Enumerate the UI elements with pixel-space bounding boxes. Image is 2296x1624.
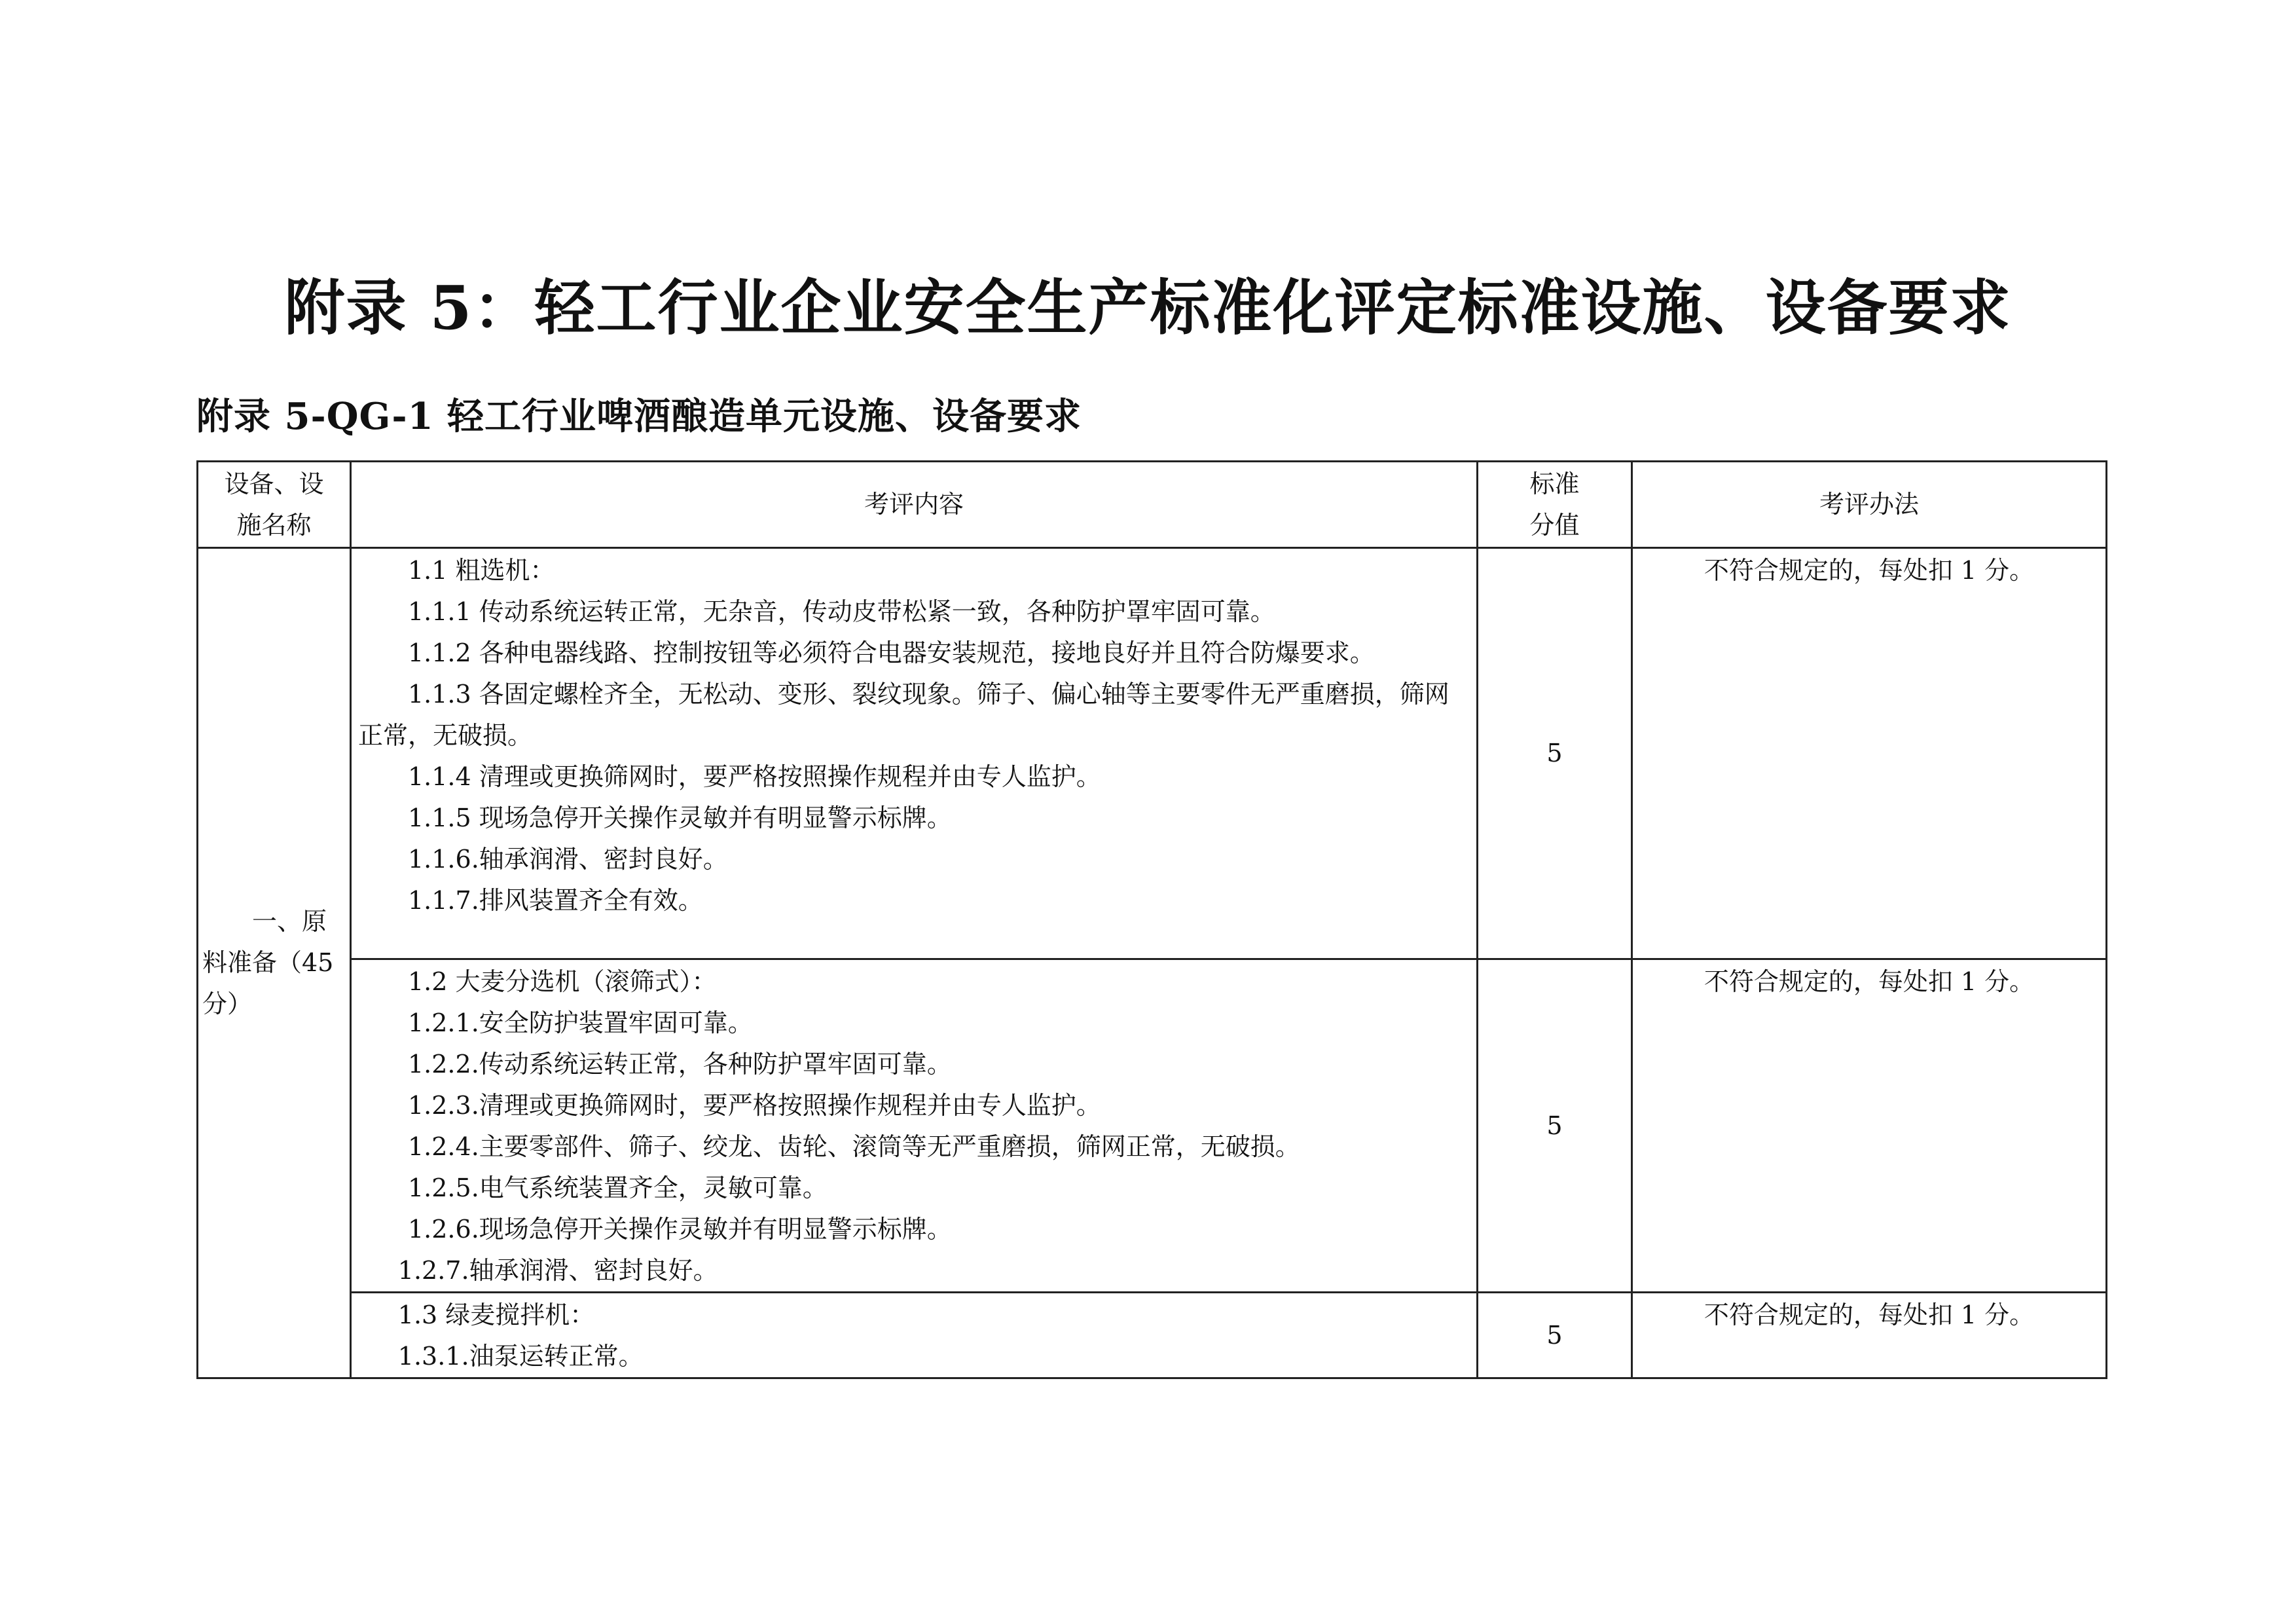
content-line: 1.1.5 现场急停开关操作灵敏并有明显警示标牌。 xyxy=(408,803,952,832)
header-score-line1: 标准 xyxy=(1529,469,1580,498)
content-line: 1.2.4.主要零部件、筛子、绞龙、齿轮、滚筒等无严重磨损，筛网正常，无破损。 xyxy=(408,1132,1300,1161)
header-device-name xyxy=(198,462,351,548)
score-cell: 5 xyxy=(1478,959,1632,1293)
content-line: 1.1.6.轴承润滑、密封良好。 xyxy=(408,845,728,874)
content-line: 1.3.1.油泵运转正常。 xyxy=(397,1342,644,1371)
device-name-cell xyxy=(198,548,351,1378)
section-subtitle: 附录 5-QG-1 轻工行业啤酒酿造单元设施、设备要求 xyxy=(196,395,1082,438)
content-line: 1.1.1 传动系统运转正常，无杂音，传动皮带松紧一致，各种防护罩牢固可靠。 xyxy=(408,597,1275,626)
header-content: 考评内容 xyxy=(351,462,1478,548)
header-device-line2: 施名称 xyxy=(236,510,312,540)
table-row xyxy=(198,959,2107,1293)
content-line: 1.2.5.电气系统装置齐全，灵敏可靠。 xyxy=(408,1173,828,1202)
header-device-line1: 设备、设 xyxy=(224,469,324,498)
content-line: 1.2.7.轴承润滑、密封良好。 xyxy=(397,1256,718,1285)
page-title: 附录 5：轻工行业企业安全生产标准化评定标准设施、设备要求 xyxy=(284,272,2012,343)
header-score xyxy=(1478,462,1632,548)
content-line: 1.2.3.清理或更换筛网时，要严格按照操作规程并由专人监护。 xyxy=(408,1091,1101,1120)
table-header-row xyxy=(198,462,2107,548)
method-cell: 不符合规定的，每处扣 1 分。 xyxy=(1632,959,2107,1293)
content-cell xyxy=(351,959,1478,1293)
table-row xyxy=(198,548,2107,959)
device-name: 一、原料准备（45分） xyxy=(202,907,334,1018)
requirements-table xyxy=(196,460,2107,1379)
content-line: 1.1.3 各固定螺栓齐全，无松动、变形、裂纹现象。筛子、偏心轴等主要零件无严重磨损，筛网正常，无破损。 xyxy=(358,680,1449,750)
content-line: 1.2.6.现场急停开关操作灵敏并有明显警示标牌。 xyxy=(408,1215,952,1244)
content-line: 1.3 绿麦搅拌机： xyxy=(397,1301,595,1329)
method-cell: 不符合规定的，每处扣 1 分。 xyxy=(1632,548,2107,959)
content-line: 1.1.2 各种电器线路、控制按钮等必须符合电器安装规范，接地良好并且符合防爆要求。 xyxy=(408,638,1375,667)
table-row xyxy=(198,1293,2107,1378)
content-cell xyxy=(351,1293,1478,1378)
content-cell xyxy=(351,548,1478,959)
content-line: 1.1.7.排风装置齐全有效。 xyxy=(408,886,703,915)
method-cell: 不符合规定的，每处扣 1 分。 xyxy=(1632,1293,2107,1378)
content-line: 1.2.2.传动系统运转正常，各种防护罩牢固可靠。 xyxy=(408,1050,952,1079)
header-score-line2: 分值 xyxy=(1529,510,1580,540)
content-line: 1.2.1.安全防护装置牢固可靠。 xyxy=(408,1008,753,1037)
score-cell: 5 xyxy=(1478,1293,1632,1378)
content-line: 1.1.4 清理或更换筛网时，要严格按照操作规程并由专人监护。 xyxy=(408,762,1101,791)
score-cell: 5 xyxy=(1478,548,1632,959)
content-line: 1.1 粗选机： xyxy=(408,556,555,585)
content-line: 1.2 大麦分选机（滚筛式）： xyxy=(408,967,717,996)
header-method: 考评办法 xyxy=(1632,462,2107,548)
